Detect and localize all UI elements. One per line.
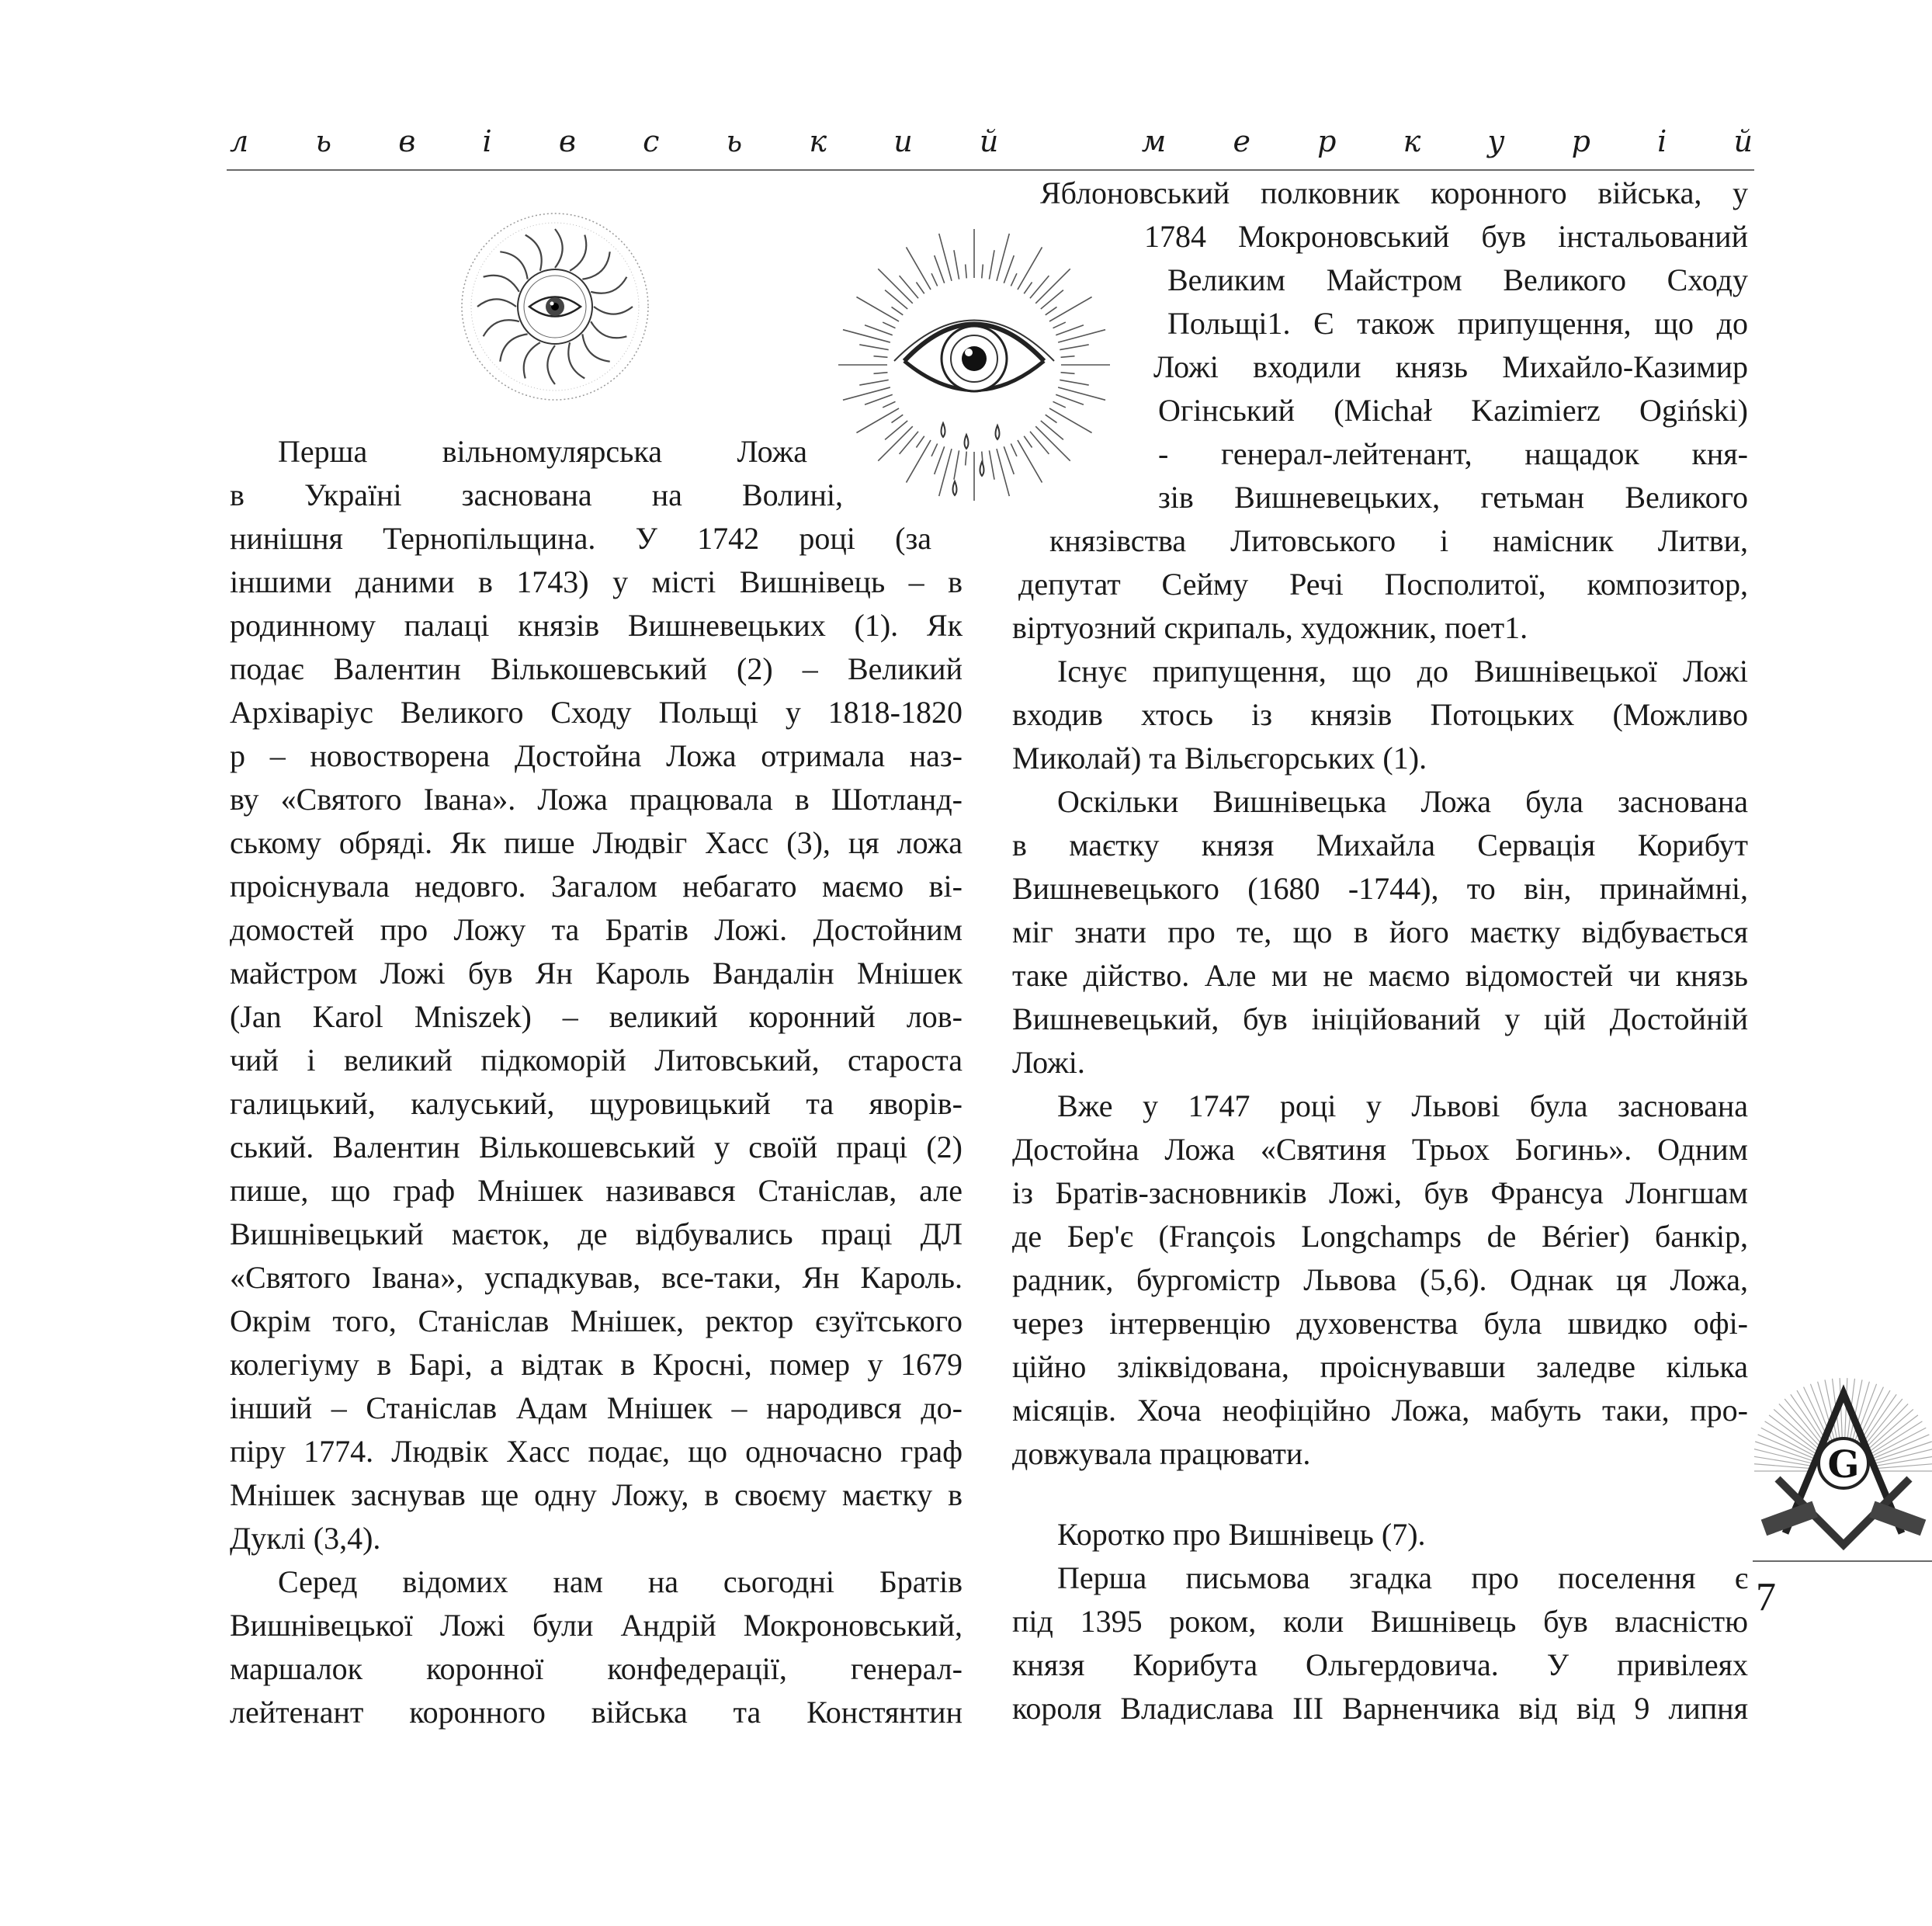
text-line: Великим Майстром Великого Сходу [1167,262,1748,297]
sun-ray [570,235,586,271]
text-line: під 1395 роком, коли Вишнівець був власністю [1012,1604,1748,1639]
header-letter: м [1141,124,1167,158]
text-line: Дуклі (3,4). [230,1521,381,1556]
header-letter: к [1403,124,1421,158]
header-letter: л [230,124,249,158]
text-line: князя Корибута Ольгердовича. У привілеях [1012,1647,1748,1682]
header-letter: і [482,124,492,158]
text-line: міг знати про те, що в його маєтку відбувається [1012,914,1748,949]
text-line: короля Владислава ІІІ Варненчика від від 9 липня [1012,1691,1748,1726]
text-line: інший – Станіслав Адам Мнішек – народився до- [230,1390,963,1425]
emblem-ray [1791,1394,1826,1445]
header-letter: й [979,124,999,158]
emblem-ray [1861,1394,1896,1445]
header-gap [1066,124,1075,158]
text-line: довжувала працювати. [1012,1436,1311,1471]
text-line: Вишнівецький маєток, де відбувались праці ДЛ [230,1216,963,1251]
text-line: князівства Литовського і намісник Литви, [1049,523,1748,558]
text-line: (Jan Karol Mniszek) – великий коронний лов- [230,999,963,1034]
emblem-ray [1870,1421,1923,1455]
text-line: через інтервенцію духовенства була швидко офі- [1012,1306,1748,1341]
text-line: Оскільки Вишнівецька Ложа була заснована [1057,784,1748,819]
header-letter: с [643,124,660,158]
text-line: р – новостворена Достойна Ложа отримала наз- [230,738,963,773]
header-letter: в [558,124,576,158]
header-letter: й [1733,124,1753,158]
text-line: радник, бургомістр Львова (5,6). Однак ця Ложа, [1012,1262,1748,1297]
emblem-ray [1765,1421,1818,1455]
text-line: галицький, калуський, щуровицький та яворів- [230,1086,963,1121]
sun-ray [525,235,542,271]
header-letter: ь [315,124,332,158]
emblem-ray [1785,1399,1824,1447]
text-line: в Україні заснована на Волині, [230,477,843,512]
text-line: віртуозний скрипаль, художник, поет1. [1012,610,1528,645]
text-line: ському обряді. Як пише Людвіг Хасс (3), ця ложа [230,825,963,860]
text-line: - генерал-лейтенант, нащадок кня- [1158,436,1748,471]
sun-eye-illustration [458,210,652,404]
text-line: Ложі входили князь Михайло-Казимир [1153,349,1748,384]
text-line: в маєтку князя Михайла Сервація Корибут [1012,828,1748,862]
text-line: пише, що граф Мнішек називався Станіслав, але [230,1173,963,1208]
text-line: Огінський (Michał Kazimierz Ogiński) [1158,393,1748,428]
sun-ray [591,321,626,338]
page-number: 7 [1756,1575,1776,1619]
text-line: Вишневецького (1680 -1744), то він, принаймні, [1012,871,1748,906]
text-line: Окрім того, Станіслав Мнішек, ректор єзуїтського [230,1303,963,1338]
section-heading: Коротко про Вишнівець (7). [1057,1517,1426,1552]
header-letter: р [1571,124,1590,158]
text-line: чий і великий підкоморій Литовський, староста [230,1043,963,1078]
sun-ray [591,277,626,293]
sun-ray [484,276,519,292]
radiant-eye-illustration [831,179,1118,551]
text-line: Достойна Ложа «Святиня Трьох Богинь». Одним [1012,1132,1748,1167]
header-letter: і [1657,124,1667,158]
text-line: ційно зліквідована, проіснувавши заледве кілька [1012,1349,1748,1384]
sun-ray [500,334,527,361]
text-line: проіснувала недовго. Загалом небагато маємо ві- [230,869,963,904]
text-line: Вже у 1747 році у Львові була заснована [1057,1088,1748,1123]
text-line: майстром Ложі був Ян Кароль Вандалін Мнішек [230,956,963,991]
sun-ray [582,334,609,361]
svg-text:G: G [1827,1443,1860,1487]
text-line: ву «Святого Івана». Ложа працювала в Шотланд- [230,782,963,817]
text-line: із Братів-засновників Ложі, був Франсуа Лонгшам [1012,1175,1748,1210]
sun-ray [582,252,609,279]
text-line: де Бер'є (François Longchamps de Bérier) банкір, [1012,1219,1748,1254]
text-line: лейтенант коронного війська та Констянтин [230,1695,963,1730]
text-line: маршалок коронної конфедерації, генерал- [230,1651,963,1686]
header-letter: и [893,124,913,158]
compass-square-emblem [1754,1362,1932,1553]
header-letter: р [1317,124,1337,158]
text-line: «Святого Івана», успадкував, все-таки, Ян Кароль. [230,1260,963,1295]
text-line: піру 1774. Людвік Хасс подає, що одночасно граф [230,1434,963,1469]
sun-ray [547,345,555,384]
text-line: колегіуму в Барі, а відтак в Кросні, помер у 1679 [230,1347,963,1382]
text-line: Миколай) та Вільєгорських (1). [1012,741,1427,776]
text-line: Мнішек заснував ще одну Ложу, в своєму маєтку в [230,1477,963,1512]
sun-ray [524,342,540,378]
text-line: місяців. Хоча неофіційно Ложа, мабуть таки, про- [1012,1393,1748,1428]
emblem-ray [1769,1415,1819,1452]
text-line: домостей про Ложу та Братів Ложі. Достойним [230,912,963,947]
text-line: депутат Сейму Речі Посполитої, композитор, [1018,567,1748,602]
text-line: Архіваріус Великого Сходу Польщі у 1818-1820 [230,695,963,730]
footer-rule [1753,1560,1932,1562]
sun-ray [568,342,584,378]
running-header [230,124,1753,158]
text-line: зів Вишневецьких, гетьман Великого [1158,480,1748,515]
text-line: Існує припущення, що до Вишнівецької Ложі [1057,654,1748,689]
text-line: родинному палаці князів Вишневецьких (1). Як [230,608,963,643]
text-line: ський. Валентин Вількошевський у своїй праці (2) [230,1130,963,1164]
sun-ray [477,299,516,307]
header-letter: в [398,124,416,158]
sun-ray [484,320,519,336]
emblem-ray [1868,1415,1918,1452]
text-line: Ложі. [1012,1045,1085,1080]
text-line: Перша вільномулярська Ложа [278,434,807,469]
sun-ray [555,229,563,268]
text-line: Вишнівецької Ложі були Андрій Мокроновський, [230,1608,963,1643]
text-line: 1784 Мокроновський був інстальований [1144,219,1748,254]
text-line: Серед відомих нам на сьогодні Братів [278,1564,963,1599]
text-line: таке дійство. Але ми не маємо відомостей чи князь [1012,958,1748,993]
header-letter: е [1233,124,1250,158]
header-letter: ь [726,124,743,158]
emblem-ray [1865,1404,1908,1449]
sun-ray [500,252,527,279]
header-letter: к [809,124,827,158]
text-line: нинішня Тернопільщина. У 1742 році (за [230,521,931,556]
text-line: Перша письмова згадка про поселення є [1057,1560,1748,1595]
sun-ray [594,307,633,314]
text-line: Вишневецький, був ініційований у цій Достойній [1012,1001,1748,1036]
text-line: іншими даними в 1743) у місті Вишнівець – в [230,564,963,599]
text-line: входив хтось із князів Потоцьких (Можливо [1012,697,1748,732]
text-line: подає Валентин Вількошевський (2) – Великий [230,651,963,686]
text-line: Польщі1. Є також припущення, що до [1167,306,1748,341]
emblem-ray [1779,1404,1822,1449]
header-letter: у [1487,124,1505,158]
header-rule [227,169,1754,171]
emblem-ray [1863,1399,1903,1447]
text-line: Яблоновський полковник коронного війська, у [1040,175,1748,210]
